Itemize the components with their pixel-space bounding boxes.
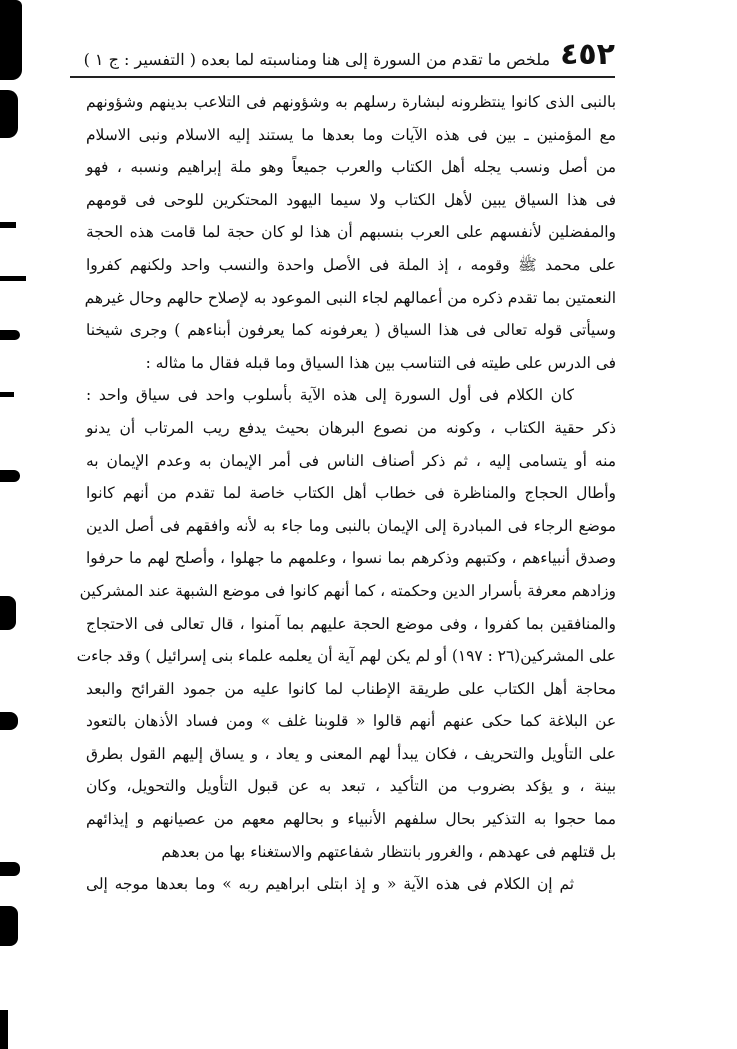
text-line: محاجة أهل الكتاب على طريقة الإطناب لما كانوا عليه من جمود القرائح والبعد (86, 679, 616, 698)
text-line: وأطال الحجاج والمناظرة فى خطاب أهل الكتاب خاصة لما تقدم من أنهم كانوا (86, 484, 616, 503)
scan-edge-artifact (0, 862, 20, 876)
text-line: فى الدرس على طيته فى التناسب بين هذا السياق وما قبله فقال ما مثاله : (145, 353, 616, 372)
text-line: منه أو يتسامى إليه ، ثم ذكر أصناف الناس فى أمر الإيمان به وعدم الإيمان به (86, 451, 616, 470)
text-line: مما حجوا به التذكير بحال سلفهم الأنبياء و بحالهم معهم من عصيانهم و إيذائهم (86, 810, 616, 829)
scan-edge-artifact (0, 330, 20, 340)
scan-edge-artifact (0, 392, 14, 397)
text-line: والمنافقين بما كفروا ، وفى موضع الحجة عليهم بما آمنوا ، قال تعالى فى الاحتجاج (86, 614, 616, 633)
scan-edge-artifact (0, 1010, 8, 1049)
scan-edge-artifact (0, 276, 26, 281)
text-line: من أصل ونسب يجله أهل الكتاب والعرب جميعاً وهو ملة إبراهيم ونسبه ، فهو (86, 158, 616, 177)
text-line: موضع الرجاء فى المبادرة إلى الإيمان بالنبى وما جاء به لأنه وافقهم فى أصل الدين (86, 516, 616, 535)
text-line: بينة ، و يؤكد بضروب من التأكيد ، تبعد به عن قبول التأويل والتحويل، وكان (86, 777, 616, 796)
scan-edge-artifact (0, 906, 18, 946)
text-line: بل قتلهم فى عهدهم ، والغرور بانتظار شفاعتهم والاستغناء بها من بعدهم (161, 842, 616, 861)
text-line: والمفضلين لأنفسهم على العرب بنسبهم أن هذا لو كان حجة لما قامت هذه الحجة (86, 223, 616, 242)
text-line: كان الكلام فى أول السورة إلى هذه الآية بأسلوب واحد فى سياق واحد : (86, 386, 574, 405)
text-line: فى هذا السياق يبين لأهل الكتاب ولا سيما اليهود المحتكرين للوحى فى قومهم (86, 190, 616, 209)
scan-edge-artifact (0, 0, 22, 80)
text-line: ذكر حقية الكتاب ، وكونه من نصوع البرهان بحيث يدفع ريب المرتاب أن يدنو (86, 418, 616, 437)
text-line: وسيأتى قوله تعالى فى هذا السياق ( يعرفونه كما يعرفون أبناءهم ) وجرى شيخنا (86, 321, 616, 340)
running-title: ملخص ما تقدم من السورة إلى هنا ومناسبته لما بعده ( التفسير : ج ١ ) (83, 50, 551, 69)
text-line: ثم إن الكلام فى هذه الآية « و إذ ابتلى ابراهيم ربه » وما بعدها موجه إلى (86, 875, 574, 894)
text-line: النعمتين بما تقدم ذكره من أعمالهم لجاء النبى الموعود به لإصلاح حالهم وحال غيرهم (84, 288, 616, 307)
text-line: وصدق أنبياءهم ، وكتبهم وذكرهم بما نسوا ، وعلمهم ما جهلوا ، وأصلح لهم ما حرفوا (86, 549, 616, 568)
page-number: ٤٥٢ (560, 37, 615, 72)
scan-edge-artifact (0, 596, 16, 630)
text-line: بالنبى الذى كانوا ينتظرونه لبشارة رسلهم به وشؤونهم فى التلاعب بدينهم وشؤونهم (86, 93, 616, 111)
body-text (76, 86, 616, 901)
text-line: وزادهم معرفة بأسرار الدين وحكمته ، كما أنهم كانوا فى موضع الشبهة عند المشركين (79, 581, 616, 600)
text-line: مع المؤمنين ـ بين فى هذه الآيات وما بعدها ما يستند إليه الاسلام ونبى الاسلام (86, 125, 616, 144)
scan-edge-artifact (0, 222, 16, 228)
scan-edge-artifact (0, 90, 18, 138)
text-line: على التأويل والتحريف ، فكان يبدأ لهم المعنى و يعاد ، و يساق إليهم القول بطرق (86, 744, 616, 763)
scan-edge-artifact (0, 470, 20, 482)
text-line: على محمد ﷺ وقومه ، إذ الملة فى الأصل واحدة والنسب واحد ولكنهم كفروا (86, 255, 616, 274)
scan-edge-artifact (0, 712, 18, 730)
text-line: على المشركين(٢٦ : ١٩٧) أو لم يكن لهم آية أن يعلمه علماء بنى إسرائيل ) وقد جاءت (76, 647, 616, 666)
text-line: عن البلاغة كما حكى عنهم أنهم قالوا « قلوبنا غلف » ومن فساد الأذهان بالتعود (86, 712, 616, 731)
page-header (70, 30, 615, 78)
